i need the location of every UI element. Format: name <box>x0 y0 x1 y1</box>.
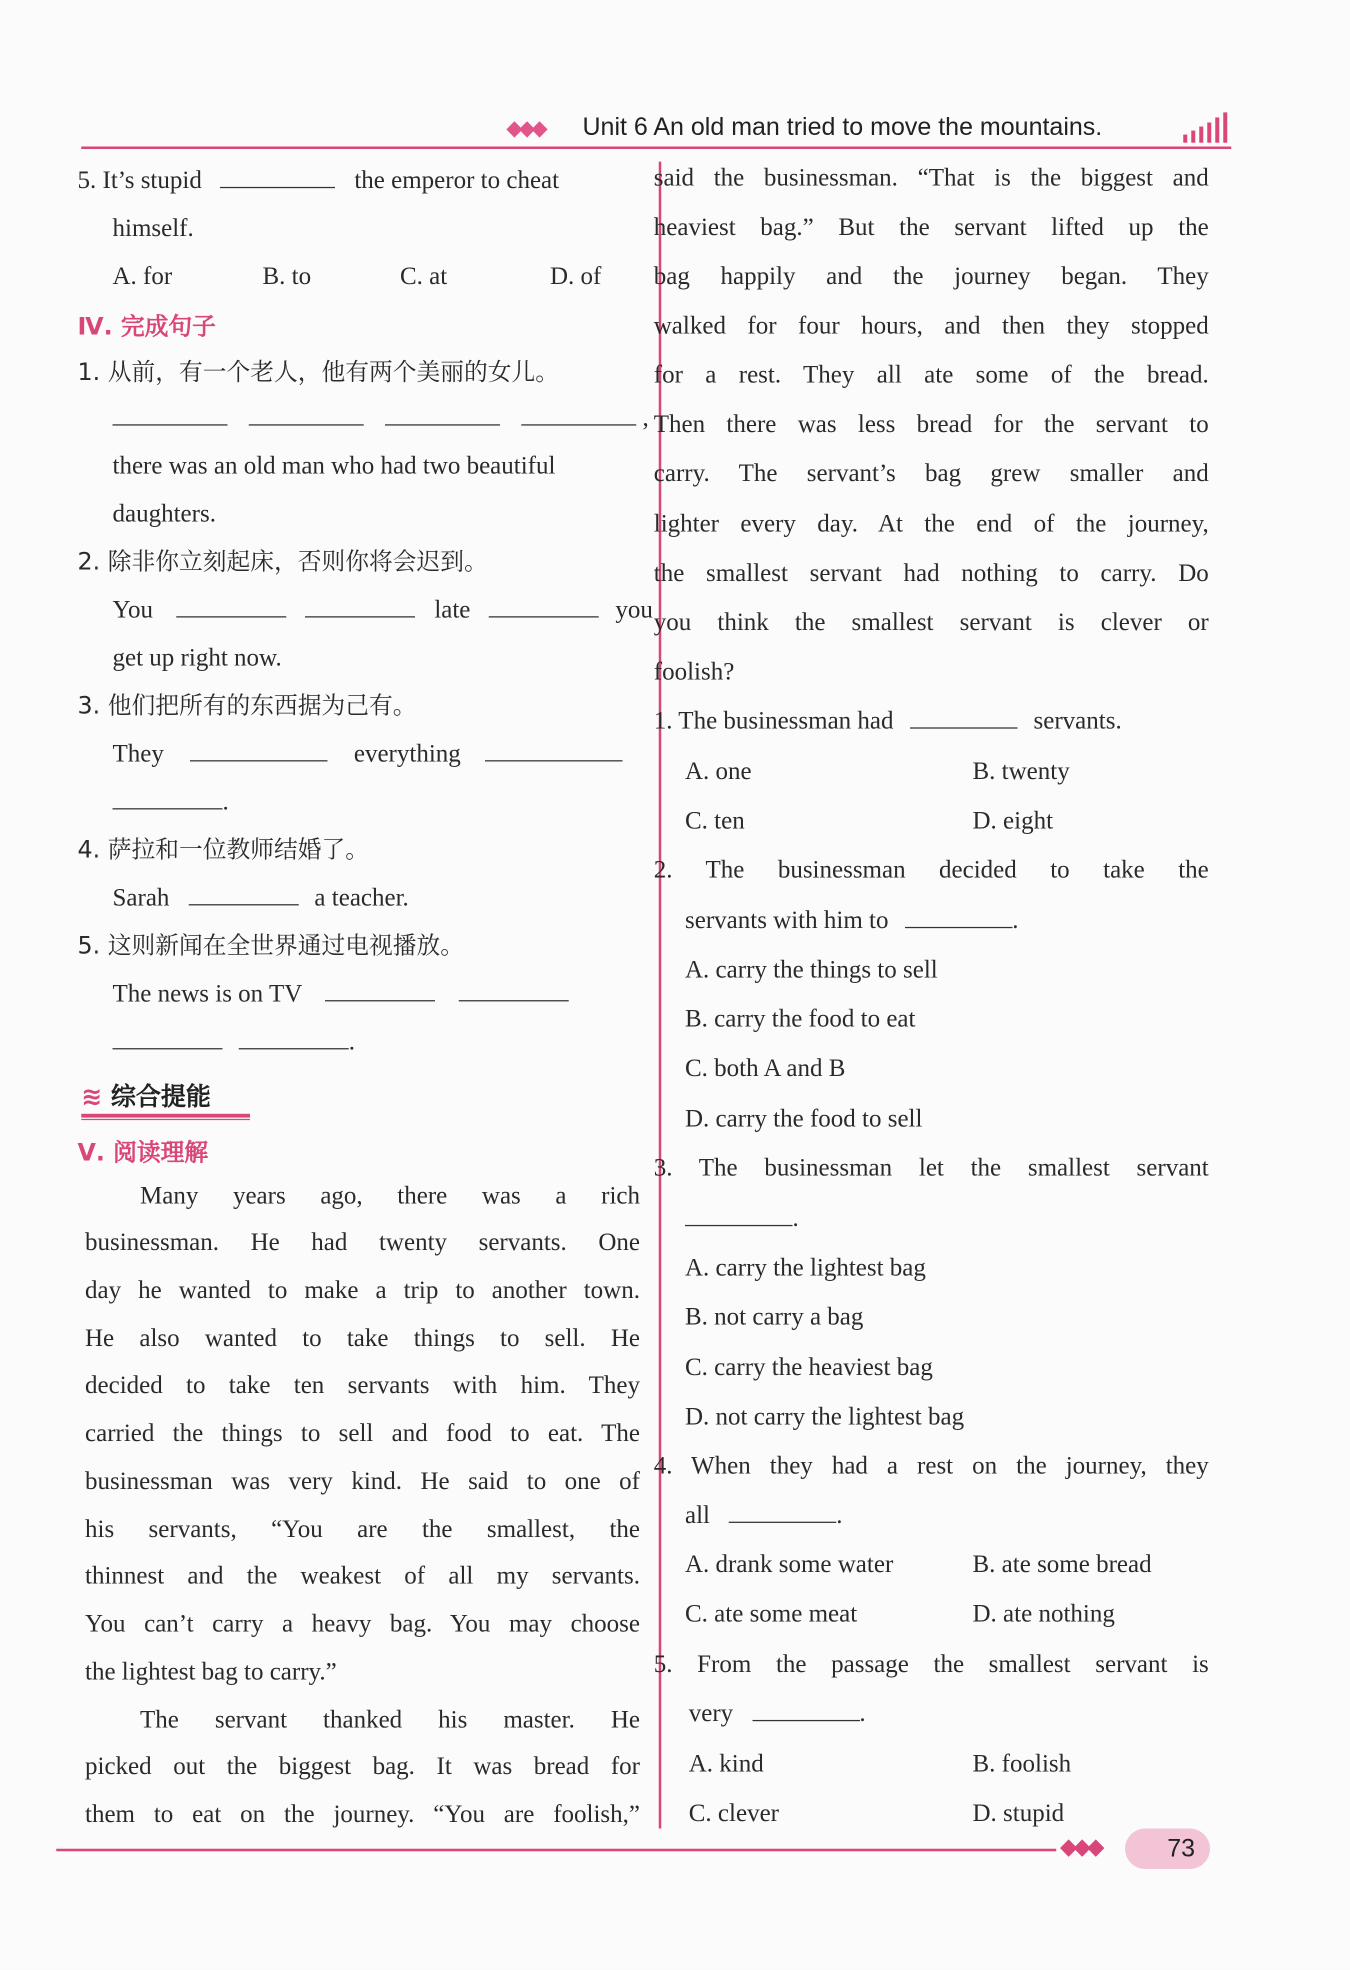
passage-line: you think the smallest servant is clever or <box>653 608 1209 637</box>
passage-line: day he wanted to make a trip to another town. <box>85 1276 640 1305</box>
s5-chinese: 5. 这则新闻在全世界通过电视播放。 <box>77 931 464 960</box>
rq3-stem: 3. The businessman let the smallest servant <box>653 1154 1209 1182</box>
rq2-stem: 2. The businessman decided to take the <box>653 856 1209 884</box>
book-stack-icon: ≋ <box>81 1080 103 1112</box>
passage-line: You can’t carry a heavy bag. You may choose <box>85 1610 640 1638</box>
rq5-option-c[interactable]: C. clever <box>688 1799 779 1828</box>
passage-line: heaviest bag.” But the servant lifted up the <box>653 213 1209 242</box>
q5-stem-cont: himself. <box>112 214 194 243</box>
rq3-option-c[interactable]: C. carry the heaviest bag <box>685 1353 933 1382</box>
passage-line: decided to take ten servants with him. They <box>85 1371 640 1400</box>
passage-line: foolish? <box>653 657 735 686</box>
rq2-stem-cont: servants with him to . <box>685 904 1018 937</box>
rq1-option-b[interactable]: B. twenty <box>972 757 1070 786</box>
s1-chinese: 1. 从前，有一个老人，他有两个美丽的女儿。 <box>77 358 559 387</box>
section-iv-heading: Ⅳ. 完成句子 <box>77 313 216 341</box>
passage-line: He also wanted to take things to sell. He <box>85 1324 640 1353</box>
passage-line: businessman was very kind. He said to one of <box>85 1467 640 1496</box>
answer-blank[interactable] <box>459 977 569 1001</box>
rq5-option-b[interactable]: B. foolish <box>972 1750 1072 1779</box>
footer-diamonds-icon: ◆◆◆ <box>1060 1833 1101 1859</box>
header-rule <box>81 146 1231 149</box>
answer-blank[interactable] <box>752 1697 860 1721</box>
rq5-stem-cont: very . <box>689 1697 866 1730</box>
rq3-option-b[interactable]: B. not carry a bag <box>685 1303 864 1331</box>
q5-option-b[interactable]: B. to <box>262 262 312 291</box>
passage-line: Many years ago, there was a rich <box>140 1181 640 1210</box>
answer-blank[interactable] <box>239 1025 349 1049</box>
s3-english-cont: . <box>113 785 229 818</box>
answer-blank[interactable] <box>905 904 1013 928</box>
answer-blank[interactable] <box>485 737 623 761</box>
rq4-option-d[interactable]: D. ate nothing <box>972 1599 1115 1628</box>
q5-option-c[interactable]: C. at <box>400 262 448 291</box>
rq1-stem: 1. The businessman had servants. <box>654 705 1122 738</box>
answer-blank[interactable] <box>521 402 636 426</box>
passage-line: carry. The servant’s bag grew smaller and <box>653 459 1209 488</box>
s3-english: They everything <box>113 737 623 770</box>
rq3-option-d[interactable]: D. not carry the lightest bag <box>685 1402 965 1431</box>
s1-english-cont: daughters. <box>112 500 216 528</box>
passage-line: said the businessman. “That is the biggest and <box>653 164 1209 192</box>
rq2-option-c[interactable]: C. both A and B <box>685 1054 846 1083</box>
q5-stem: 5. It’s stupid the emperor to cheat <box>78 164 560 197</box>
s4-chinese: 4. 萨拉和一位教师结婚了。 <box>77 835 369 864</box>
s4-english: Sarah a teacher. <box>113 881 409 914</box>
answer-blank[interactable] <box>306 594 416 618</box>
s1-english: there was an old man who had two beautiful <box>112 452 556 480</box>
s2-english: You late you <box>113 594 653 627</box>
passage-line: his servants, “You are the smallest, the <box>85 1515 640 1544</box>
rq2-option-a[interactable]: A. carry the things to sell <box>685 955 938 984</box>
q5-option-a[interactable]: A. for <box>112 262 173 291</box>
answer-blank[interactable] <box>188 881 298 905</box>
header-diamonds-icon: ◆◆◆ <box>506 116 545 141</box>
rq2-option-b[interactable]: B. carry the food to eat <box>685 1005 916 1033</box>
s3-chinese: 3. 他们把所有的东西据为己有。 <box>77 692 417 720</box>
answer-blank[interactable] <box>729 1499 837 1523</box>
answer-blank[interactable] <box>685 1202 793 1226</box>
s5-english-cont: . <box>113 1025 356 1058</box>
rq5-option-d[interactable]: D. stupid <box>972 1799 1065 1828</box>
rq2-option-d[interactable]: D. carry the food to sell <box>685 1104 923 1133</box>
passage-line: picked out the biggest bag. It was bread for <box>85 1752 640 1781</box>
passage-line: bag happily and the journey began. They <box>653 262 1209 291</box>
answer-blank[interactable] <box>113 785 223 809</box>
answer-blank[interactable] <box>910 705 1018 729</box>
answer-blank[interactable] <box>177 594 287 618</box>
passage-line: walked for four hours, and then they stopped <box>653 311 1209 340</box>
passage-line: the lightest bag to carry.” <box>85 1658 337 1686</box>
passage-line: the smallest servant had nothing to carry. Do <box>653 559 1209 588</box>
rq4-option-c[interactable]: C. ate some meat <box>685 1599 858 1628</box>
answer-blank[interactable] <box>489 594 599 618</box>
answer-blank[interactable] <box>113 1025 223 1049</box>
rq1-option-c[interactable]: C. ten <box>685 806 745 835</box>
rq4-stem: 4. When they had a rest on the journey, they <box>653 1452 1209 1481</box>
rq4-option-a[interactable]: A. drank some water <box>685 1550 894 1579</box>
rq5-stem: 5. From the passage the smallest servant is <box>653 1650 1209 1679</box>
answer-blank[interactable] <box>385 402 500 426</box>
page-number: 73 <box>1125 1829 1210 1869</box>
passage-line: them to eat on the journey. “You are foolish,” <box>85 1800 640 1829</box>
passage-line: lighter every day. At the end of the journey, <box>653 510 1209 538</box>
s1-blanks: , <box>113 402 649 435</box>
passage-line: businessman. He had twenty servants. One <box>85 1228 640 1257</box>
page-header-title: Unit 6 An old man tried to move the mountains. <box>582 113 1103 142</box>
answer-blank[interactable] <box>190 737 328 761</box>
passage-line: Then there was less bread for the servant to <box>653 410 1209 439</box>
passage-line: carried the things to sell and food to eat. The <box>85 1419 640 1448</box>
s2-english-cont: get up right now. <box>112 644 282 672</box>
rq4-option-b[interactable]: B. ate some bread <box>972 1550 1152 1579</box>
passage-line: thinnest and the weakest of all my servants. <box>85 1562 640 1590</box>
answer-blank[interactable] <box>113 402 228 426</box>
rq1-option-d[interactable]: D. eight <box>972 806 1054 835</box>
rq4-stem-cont: all . <box>685 1499 843 1532</box>
q5-option-d[interactable]: D. of <box>550 262 602 291</box>
section-v-heading: Ⅴ. 阅读理解 <box>77 1139 209 1167</box>
passage-line: for a rest. They all ate some of the bread. <box>653 361 1209 389</box>
s5-english: The news is on TV <box>113 977 570 1010</box>
rq3-stem-cont: . <box>685 1202 799 1235</box>
answer-blank[interactable] <box>326 977 436 1001</box>
rq5-option-a[interactable]: A. kind <box>688 1750 764 1779</box>
passage-line: The servant thanked his master. He <box>140 1706 640 1734</box>
footer-rule <box>56 1849 1056 1852</box>
header-bars-icon <box>1181 111 1231 144</box>
rq3-option-a[interactable]: A. carry the lightest bag <box>685 1253 926 1282</box>
s2-chinese: 2. 除非你立刻起床，否则你将会迟到。 <box>77 548 488 576</box>
rq1-option-a[interactable]: A. one <box>685 757 752 786</box>
answer-blank[interactable] <box>221 164 336 188</box>
answer-blank[interactable] <box>249 402 364 426</box>
section-banner: ≋ 综合提能 <box>81 1076 256 1124</box>
